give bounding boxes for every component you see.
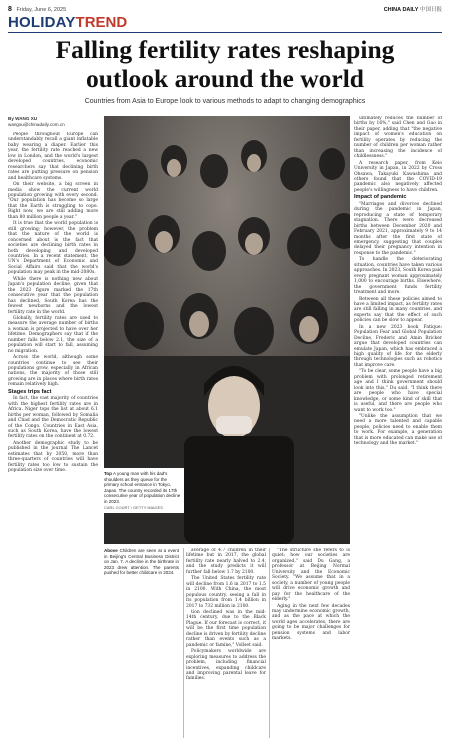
paragraph: People throughout Europe can understandably recall a giant inflatable baby wearing a diaper. Earlier this year, the fertility rate reached a new low in London, and the world's largest developed countries, economic researchers say that declining birth rates are putting pressure on pension and healthcare systems. <box>8 132 98 181</box>
paragraph: Policymakers worldwide are exploring measures to address the problem, including financial incentives, expanding childcare and improving parental leave for families. <box>186 649 266 682</box>
paragraph: In fact, the vast majority of countries with the highest fertility rates are in Africa. Niger tops the list at about 6.1 births per woman, followed by Somalia and Chad and the Democratic Republic of the Congo. Countries in East Asia, such as South Korea, have the lowest fertility rates on the continent at 0.72. <box>8 396 98 440</box>
article-deck: Countries from Asia to Europe look to various methods to adapt to changing demographics <box>84 98 366 105</box>
byline-author: By WANG XU <box>8 116 38 121</box>
paragraph: In a new 2023 book Fatique: Population Fear and Global Population Decline, Frederic and Amin Bricker argue that developed countries can emulate Japan, which has embraced a high quality of life for the elderly through technologies such as robotics that improve care. <box>354 324 442 368</box>
column-subhead: Stages trips fact <box>8 388 52 395</box>
publication-name: CHINA DAILY <box>383 7 419 13</box>
caption-credit: CARL COURT / GETTY IMAGES <box>104 504 163 510</box>
paragraph: On their website, a big screen in media show the current world population growing with every second. "Our population has become so large that the Earth is struggling to cope. Right now, we are still adding more than 80 million people a year." <box>8 182 98 220</box>
article-column-1 <box>8 132 98 740</box>
column-divider <box>183 548 184 738</box>
page-header-bar <box>8 4 442 14</box>
section-title-part1: HOLIDAY <box>8 14 76 31</box>
paragraph: Across the world, although some countries continue to see their populations grow, especially in African nations, the majority of those still growing are in places where birth rates remain relatively high. <box>8 355 98 388</box>
article-column-2 <box>104 548 179 740</box>
paragraph: A research paper, from Keio University in Japan, in 2022 by Cross Ohsawa, Takayuki Kawashima and others found that the COVID-19 pandemic also negatively affected people's willingness to have children. <box>354 160 442 193</box>
column-subhead: Impact of pandemic <box>354 194 407 201</box>
paragraph: "To be clear, some people have a big problem with prolonged retirement age and I think government should look into this," Du said. "I think there are people who have special knowledge, or some kind of skill that is useful, and there are people who want to work too." <box>354 369 442 413</box>
paragraph: ultimately reduces the number of births by 16%," said Chen and Gao in their paper, adding that "the negative impact of women's education on fertility operates by reducing the number of children per woman rather than increasing the incidence of childlessness." <box>354 116 442 160</box>
column-divider <box>269 548 270 738</box>
article-column-3 <box>186 548 266 740</box>
page-number: 8 <box>8 5 12 13</box>
publication-block <box>384 5 442 13</box>
caption-label: Top <box>104 471 112 476</box>
article-headline <box>10 35 440 93</box>
paragraph: Another demographic study to be published in the journal The Lancet estimates that by 2050, more than three-quarters of countries will have fertility rates too low to sustain the population size over time. <box>8 440 98 474</box>
paragraph: "Unlike the assumption that we need a more talented and capable people, policies need to enable them to work. For example, a generation that is more educated can make use of technology and the market." <box>354 414 442 447</box>
section-title-part2: TREND <box>75 14 128 31</box>
paragraph: tion declined was in the mid-14th century, due to the Black Plague. If our forecast is correct, it will be the first time population decline is driven by fertility decline rather than events such as a pandemic or famine," Vollset said. <box>186 609 266 648</box>
paragraph: Aging in the next few decades may undermine economic growth, and as the pace at which the world ages accelerates, there are going to be major challenges for pension systems and labor markets. <box>272 603 350 642</box>
photo-caption-top <box>104 468 184 513</box>
article-column-5 <box>354 116 442 740</box>
paragraph: "Marriages and divorces declined during the pandemic in Japan, reproducing a state of temporary stagnation. There were decreased births between December 2020 and February 2021, approximately 9 to 14 months after the first state of emergency, suggesting that couples delayed their pregnancy intention in response to the pandemic." <box>354 201 442 256</box>
paragraph: Globally, fertility rates are used to measure the average number of births a woman is projected to have over her lifetime. Demographers say that if the number falls below 2.1, the size of a population will start to fall, assuming no migration. <box>8 315 98 354</box>
caption-text: Children are seen at a event in Beijing's Central Business District on Jan. 7. A decline in the birthrate in 2023 drew attention. The parents pushed for better childcare in 2024. <box>104 548 179 576</box>
headline-line-1: Falling fertility rates reshaping <box>55 35 395 64</box>
article-column-4 <box>272 548 350 740</box>
page-date-block <box>8 6 66 13</box>
byline-email: wangxu@chinadaily.com.cn <box>8 122 65 127</box>
section-title <box>8 14 442 33</box>
paragraph: While there is nothing new about Japan's population decline, given that the 2023 figure marked the 17th consecutive year that the population has declined, South Korea has the fewest newborns and the lowest fertility rate in the world. <box>8 276 98 315</box>
paragraph: It is true that the world population is still growing; however, the problem that the nature of the world is concerned about is the fact that societies are declining birth rates in both developing and developed countries. In a recent statement, the UN's Department of Economic and Social Affairs said that the world's population may peak in the mid-2080s. <box>8 221 98 276</box>
article-byline <box>8 116 98 128</box>
headline-line-2: outlook around the world <box>86 64 364 93</box>
page-date: Friday, June 6, 2025 <box>16 6 67 13</box>
paragraph: "The structure she refers to is quiet: how our societies are organized," said Du Gang, a professor at Beijing Normal University and the Economic Society. "We assume that in a society, a number of young people will drive economic growth and pay for the healthcare of the elderly." <box>272 548 350 603</box>
paragraph: To handle the deteriorating situation, countries have taken various approaches. In 2023, South Korea paid every pregnant woman approximately 1,000 to encourage births. Elsewhere, the government funds fertility treatment and more. <box>354 257 442 296</box>
caption-text: A young man with his dad's shoulders as they queue for the primary school entrance in Tokyo, Japan. The country recorded its 17th consecutive year of population decline in 2023. <box>104 471 181 504</box>
publication-name-cn: 中国日报 <box>419 7 442 13</box>
paragraph: Between all these policies aimed to have a limited impact, as fertility rates are still falling in many countries, and experts say that the effect of such policies can be slow to appear. <box>354 296 442 324</box>
photo-caption-above <box>104 548 179 576</box>
paragraph: The United States fertility rate will decline from 1.6 in 2017 to 1.5 in 2100. With China, the most populous country, seeing a fall in its population from 1.4 billion in 2017 to 732 million in 2100. <box>186 576 266 609</box>
caption-label: Above <box>104 548 118 553</box>
paragraph: average of 4.7 children in their lifetime but in 2017, the global fertility rate nearly halved to 2.4, and the study predicts it will further fall below 1.7 by 2100. <box>186 548 266 575</box>
